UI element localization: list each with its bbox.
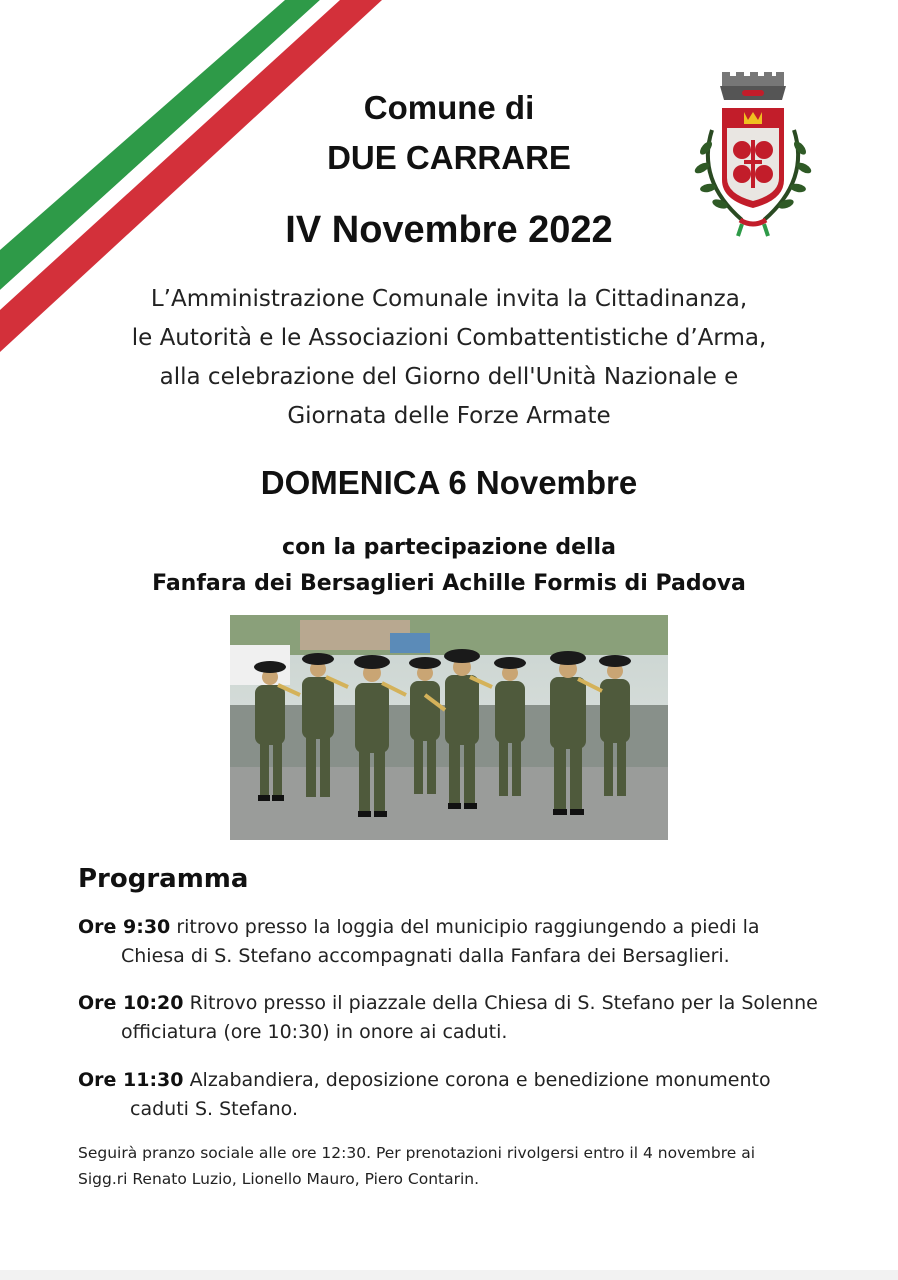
program-item-text: Ritrovo presso il piazzale della Chiesa di S. Stefano per la Solenne (189, 992, 818, 1014)
lunch-note-line: Sigg.ri Renato Luzio, Lionello Mauro, Piero Contarin. (78, 1170, 480, 1188)
invitation-line: Giornata delle Forze Armate (287, 403, 611, 429)
program-item-text: ritrovo presso la loggia del municipio raggiungendo a piedi la (176, 916, 760, 938)
invitation-line: L’Amministrazione Comunale invita la Cittadinanza, (150, 286, 748, 312)
program-item (78, 989, 838, 1047)
invitation-line: alla celebrazione del Giorno dell'Unità Nazionale e (159, 364, 739, 390)
invitation-text (0, 280, 898, 436)
program-item-text-continued: officiatura (ore 10:30) in onore ai caduti. (121, 1021, 508, 1043)
program-item-time: Ore 9:30 (78, 916, 171, 938)
program-item-time: Ore 11:30 (78, 1069, 184, 1091)
event-day: DOMENICA 6 Novembre (260, 464, 638, 501)
program-item-text: Alzabandiera, deposizione corona e benedizione monumento (189, 1069, 771, 1091)
program-item-text-continued: Chiesa di S. Stefano accompagnati dalla Fanfara dei Bersaglieri. (121, 945, 730, 967)
event-title: IV Novembre 2022 (285, 209, 613, 251)
lunch-note-line: Seguirà pranzo sociale alle ore 12:30. Per prenotazioni rivolgersi entro il 4 novembre ai (78, 1144, 756, 1162)
lunch-note (78, 1140, 838, 1192)
band-photo (230, 615, 668, 840)
invitation-line: le Autorità e le Associazioni Combattentistiche d’Arma, (131, 325, 767, 351)
participation-text (0, 530, 898, 602)
participation-line: Fanfara dei Bersaglieri Achille Formis di Padova (152, 571, 746, 596)
program-item (78, 1066, 838, 1124)
program-title: Programma (78, 864, 249, 894)
participation-line: con la partecipazione della (282, 535, 616, 560)
municipality-label: Comune di (363, 89, 535, 126)
page-footer-bar (0, 1270, 898, 1280)
program-item (78, 913, 838, 971)
municipality-name: DUE CARRARE (327, 139, 571, 176)
program-item-time: Ore 10:20 (78, 992, 184, 1014)
program-item-text-continued: caduti S. Stefano. (130, 1098, 299, 1120)
